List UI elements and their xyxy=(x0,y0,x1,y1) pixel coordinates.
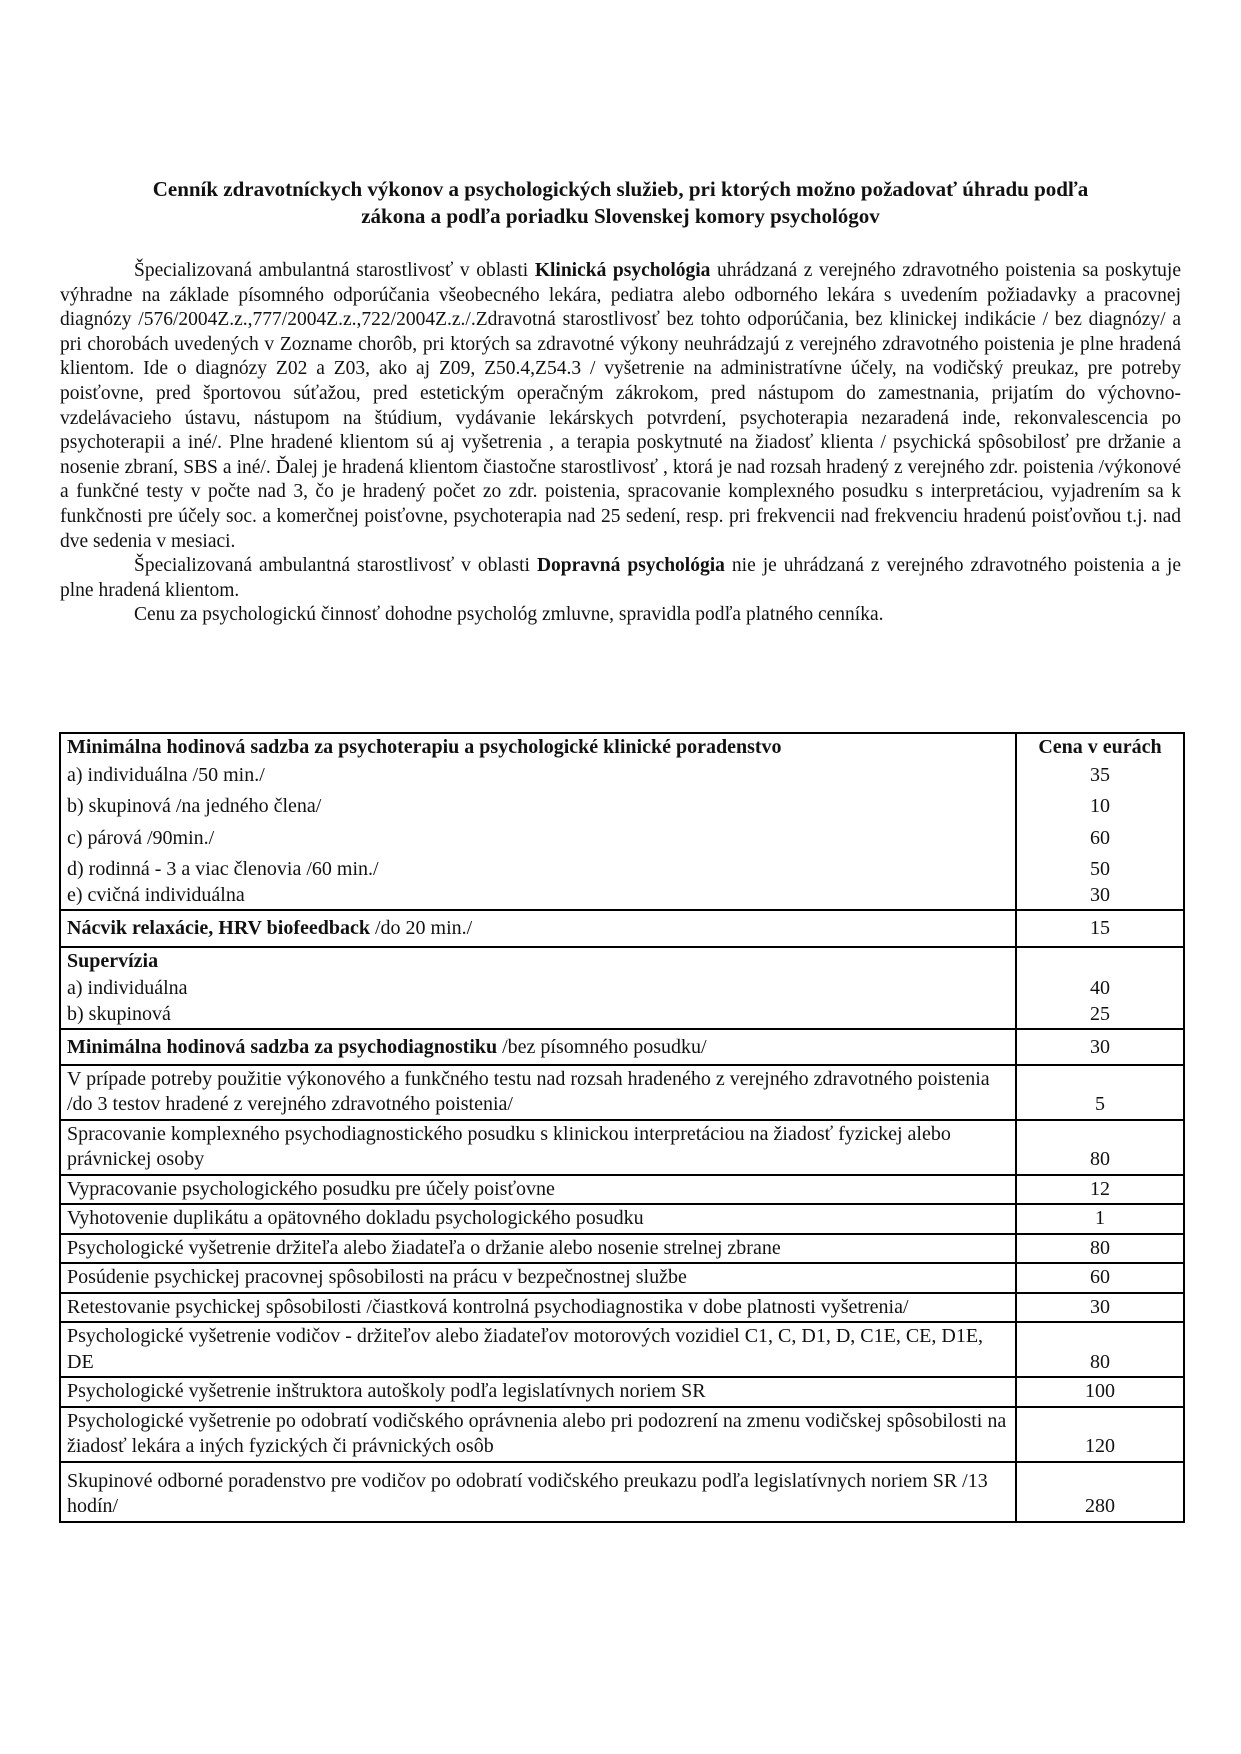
table-row xyxy=(60,1263,1184,1293)
table-row xyxy=(60,1293,1184,1323)
paragraph-traffic: Špecializovaná ambulantná starostlivosť v oblasti Dopravná psychológia nie je uhrádzaná z verejného zdravotného poistenia a je plne hradená klientom. xyxy=(60,555,1181,601)
service-label: Skupinové odborné poradenstvo pre vodičov po odobratí vodičského preukazu podľa legislatívnych noriem SR /13 hodín/ xyxy=(60,1462,1016,1522)
psychotherapy-header: Minimálna hodinová sadzba za psychoterapiu a psychologické klinické poradenstvo xyxy=(67,736,782,758)
price-cell: 60 xyxy=(1016,1263,1184,1293)
paragraph-clinical: Špecializovaná ambulantná starostlivosť v oblasti Klinická psychológia uhrádzaná z verejného zdravotného poistenia sa poskytuje výhradne na základe písomného odporúčania všeobecného lekára, pediatra alebo odborného lekára s uvedením požiadavky a pracovnej diagnózy /576/2004Z.z.,777/2004Z.z.,722/2004Z.z./.Zdravotná starostlivosť bez tohto odporúčania, bez klinickej indikácie / bez diagnózy/ a pri chorobách uvedených v Zozname chorôb, pri ktorých sa zdravotné výkony neuhrádzajú z verejného zdravotného poistenia je plne hradená klientom. Ide o diagnózy Z02 a Z03, ako aj Z09, Z50.4,Z54.3 / vyšetrenie na administratívne účely, na vodičský preukaz, pre potreby poisťovne, pred športovou súťažou, pred estetickým operačným zákrokom, pred nástupom do zamestnania, prijatím do výchovno-vzdelávacieho ústavu, nástupom na štúdium, vydávanie lekárskych potvrdení, psychoterapia nezaradená inde, rekonvalescencia po psychoterapii a iné/. Plne hradené klientom sú aj vyšetrenia , a terapia poskytnuté na žiadosť klienta / psychická spôsobilosť pre držanie a nosenie zbraní, SBS a iné/. Ďalej je hradená klientom čiastočne starostlivosť , ktorá je nad rozsah hradený z verejného zdr. poistenia /výkonové a funkčné testy v počte nad 3, čo je hradený počet zo zdr. poistenia, spracovanie komplexného posudku s interpretáciou, vyjadrením sa k funkčnosti pre účely soc. a komerčnej poisťovne, psychoterapia nad 25 sedení, resp. pri frekvencii nad frekvenciu hradenú poisťovňou t.j. nad dve sedenia v mesiaci. xyxy=(60,260,1181,552)
clinical-psychology-term: Klinická psychológia xyxy=(534,260,711,281)
price-cell: Cena v eurách 35 10 60 50 30 xyxy=(1016,733,1184,910)
supervision-title: Supervízia xyxy=(67,949,159,972)
price-cell: 1 xyxy=(1016,1204,1184,1234)
service-label: Retestovanie psychickej spôsobilosti /čiastková kontrolná psychodiagnostika v dobe platnosti vyšetrenia/ xyxy=(60,1293,1016,1323)
price-cell: 12 xyxy=(1016,1175,1184,1205)
table-row xyxy=(60,1377,1184,1407)
service-label: V prípade potreby použitie výkonového a funkčného testu nad rozsah hradeného z verejného zdravotného poistenia /do 3 testov hradené z verejného zdravotného poistenia/ xyxy=(60,1065,1016,1120)
price-cell: 120 xyxy=(1016,1407,1184,1462)
price-cell: 100 xyxy=(1016,1377,1184,1407)
table-row xyxy=(60,733,1184,910)
table-row xyxy=(60,947,1184,1030)
service-label: Psychologické vyšetrenie držiteľa alebo žiadateľa o držanie alebo nosenie strelnej zbrane xyxy=(60,1234,1016,1264)
table-row xyxy=(60,910,1184,947)
service-label: Psychologické vyšetrenie vodičov - držiteľov alebo žiadateľov motorových vozidiel C1, C, D1, D, C1E, CE, D1E, DE xyxy=(60,1322,1016,1377)
price-cell: 80 xyxy=(1016,1120,1184,1175)
paragraph-pricing-note: Cenu za psychologickú činnosť dohodne psychológ zmluvne, spravidla podľa platného cenníka. xyxy=(134,604,884,626)
title-line-2: zákona a podľa poriadku Slovenskej komory psychológov xyxy=(361,204,880,228)
psychodiagnostics-cell: Minimálna hodinová sadzba za psychodiagnostiku /bez písomného posudku/ xyxy=(60,1029,1016,1065)
price-cell: 80 xyxy=(1016,1322,1184,1377)
service-label: Spracovanie komplexného psychodiagnostického posudku s klinickou interpretáciou na žiadosť fyzickej alebo právnickej osoby xyxy=(60,1120,1016,1175)
psychotherapy-cell: Minimálna hodinová sadzba za psychoterapiu a psychologické klinické poradenstvo a) individuálna /50 min./ b) skupinová /na jedného člena/ c) párová /90min./ d) rodinná - 3 a viac členovia /60 min./ e) cvičná individuálna xyxy=(60,733,1016,910)
price-cell: 80 xyxy=(1016,1234,1184,1264)
title-line-1: Cenník zdravotníckych výkonov a psychologických služieb, pri ktorých možno požadovať úhradu podľa xyxy=(152,177,1089,201)
table-row xyxy=(60,1175,1184,1205)
price-cell: 5 xyxy=(1016,1065,1184,1120)
table-row xyxy=(60,1204,1184,1234)
service-label: Vypracovanie psychologického posudku pre účely poisťovne xyxy=(60,1175,1016,1205)
table-row xyxy=(60,1407,1184,1462)
price-cell: 280 xyxy=(1016,1462,1184,1522)
relaxation-cell: Nácvik relaxácie, HRV biofeedback /do 20 min./ xyxy=(60,910,1016,947)
traffic-psychology-term: Dopravná psychológia xyxy=(536,555,725,577)
price-column-header: Cena v eurách xyxy=(1038,736,1162,758)
service-label: Psychologické vyšetrenie po odobratí vodičského oprávnenia alebo pri podozrení na zmenu vodičskej spôsobilosti na žiadosť lekára a iných fyzických či právnických osôb xyxy=(60,1407,1016,1462)
price-cell: 30 xyxy=(1016,1029,1184,1065)
table-row xyxy=(60,1029,1184,1065)
supervision-cell: Supervízia a) individuálna b) skupinová xyxy=(60,947,1016,1030)
table-row xyxy=(60,1065,1184,1120)
table-row xyxy=(60,1322,1184,1377)
document-title xyxy=(60,176,1181,230)
price-cell: 40 25 xyxy=(1016,947,1184,1030)
service-label: Vyhotovenie duplikátu a opätovného dokladu psychologického posudku xyxy=(60,1204,1016,1234)
service-label: Psychologické vyšetrenie inštruktora autoškoly podľa legislatívnych noriem SR xyxy=(60,1377,1016,1407)
intro-text xyxy=(60,259,1181,628)
table-row xyxy=(60,1462,1184,1522)
table-row xyxy=(60,1234,1184,1264)
service-label: Posúdenie psychickej pracovnej spôsobilosti na prácu v bezpečnostnej službe xyxy=(60,1263,1016,1293)
table-row xyxy=(60,1120,1184,1175)
price-cell: 15 xyxy=(1016,910,1184,947)
price-table xyxy=(59,732,1185,1523)
price-cell: 30 xyxy=(1016,1293,1184,1323)
